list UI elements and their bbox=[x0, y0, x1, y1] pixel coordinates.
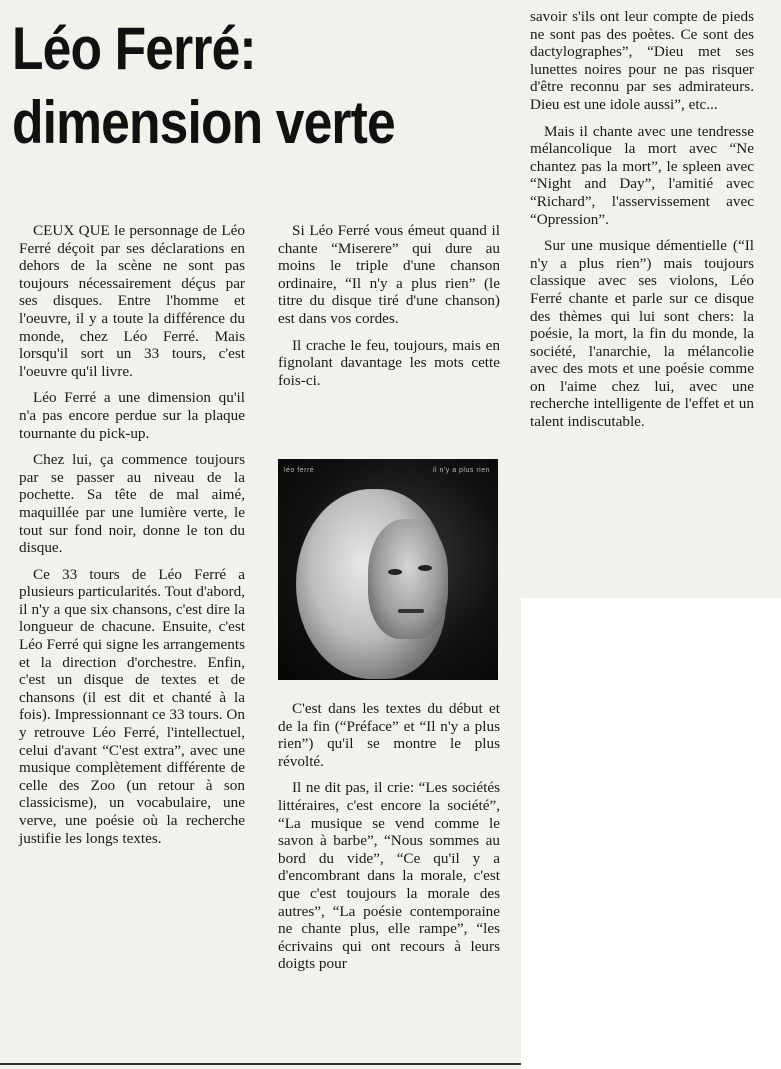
portrait-eye-left bbox=[388, 569, 402, 575]
article-column-1 bbox=[19, 222, 245, 856]
paragraph: Si Léo Ferré vous émeut quand il chante “Miserere” qui dure au moins le triple d'une chanson ordinaire, “Il n'y a plus rien” (le titre du disque tiré d'une chanson) est dans vos cordes. bbox=[278, 222, 500, 327]
paragraph: Ce 33 tours de Léo Ferré a plusieurs particularités. Tout d'abord, il n'y a que six chansons, c'est dire la longueur de chacune. Ensuite, c'est Léo Ferré qui signe les arrangements et la direction d'orchestre. Enfin, c'est un disque de textes et de chansons (il est dit et chanté à la fois). Impressionnant ce 33 tours. On y retrouve Léo Ferré, l'intellectuel, celui d'avant “C'est extra”, avec une musique complètement différente de celle des Zoo (un retour à son classicisme), un vocabulaire, une verve, une poésie où la recherche justifie les longs textes. bbox=[19, 565, 245, 847]
headline-line-1: Léo Ferré: bbox=[12, 15, 256, 82]
portrait-mouth bbox=[398, 609, 424, 613]
album-cover-title-label: il n'y a plus rien bbox=[432, 467, 490, 474]
album-cover-photo bbox=[278, 459, 498, 680]
paragraph: savoir s'ils ont leur compte de pieds ne sont pas des poètes. Ce sont des dactylographes”, “Dieu met ses lunettes noires pour ne pas risquer d'être reconnu par ses admirateurs. Dieu est une idole aussi”, etc... bbox=[530, 8, 754, 113]
article-column-3 bbox=[530, 8, 754, 440]
bottom-rule bbox=[0, 1063, 521, 1065]
paragraph: C'est dans les textes du début et de la fin (“Préface” et “Il n'y a plus rien”) qu'il se montre le plus révolté. bbox=[278, 700, 500, 770]
paragraph: Il ne dit pas, il crie: “Les sociétés littéraires, c'est encore la société”, “La musique se vend comme le savon à barbe”, “Nous sommes au bord du vide”, “Ce qu'il y a d'encombrant dans la morale, c'est que c'est toujours la morale des autres”, “La poésie contemporaine ne chante plus, elle rampe”, “les écrivains qui ont recours à leurs doigts pour bbox=[278, 779, 500, 973]
headline bbox=[12, 12, 442, 160]
paragraph: Mais il chante avec une tendresse mélancolique la mort avec “Ne chantez pas la mort”, le spleen avec “Night and Day”, l'amitié avec “Richard”, l'asservissement avec “Opression”. bbox=[530, 122, 754, 228]
album-cover-artist-label: léo ferré bbox=[284, 467, 315, 474]
paragraph: Chez lui, ça commence toujours par se passer au niveau de la pochette. Sa tête de mal aimé, maquillée par une lumière verte, le tout sur fond noir, donne le ton du disque. bbox=[19, 451, 245, 557]
article-column-2-lower bbox=[278, 700, 500, 982]
paragraph: Sur une musique démentielle (“Il n'y a plus rien”) mais toujours classique avec ses violons, Léo Ferré chante et parle sur ce disque des thèmes qui lui sont chers: la poésie, la mort, la fin du monde, la société, l'anarchie, la mélancolie avec des mots et une poésie comme on l'aime chez lui, avec une recherche intelligente de l'effet et un talent indiscutable. bbox=[530, 237, 754, 431]
headline-line-2: dimension verte bbox=[12, 89, 395, 156]
paragraph: Il crache le feu, toujours, mais en fignolant davantage les mots cette fois-ci. bbox=[278, 336, 500, 389]
paragraph: CEUX QUE le personnage de Léo Ferré déçoit par ses déclarations en dehors de la scène ne sont pas toujours nécessairement déçus par ses disques. Entre l'homme et l'oeuvre, il y a toute la différence du monde, chez Léo Ferré. Mais lorsqu'il sort un 33 tours, c'est l'oeuvre qu'il livre. bbox=[19, 222, 245, 380]
portrait-face bbox=[368, 519, 448, 639]
article-column-2 bbox=[278, 222, 500, 398]
portrait-eye-right bbox=[418, 565, 432, 571]
paragraph: Léo Ferré a une dimension qu'il n'a pas encore perdue sur la plaque tournante du pick-up. bbox=[19, 389, 245, 442]
